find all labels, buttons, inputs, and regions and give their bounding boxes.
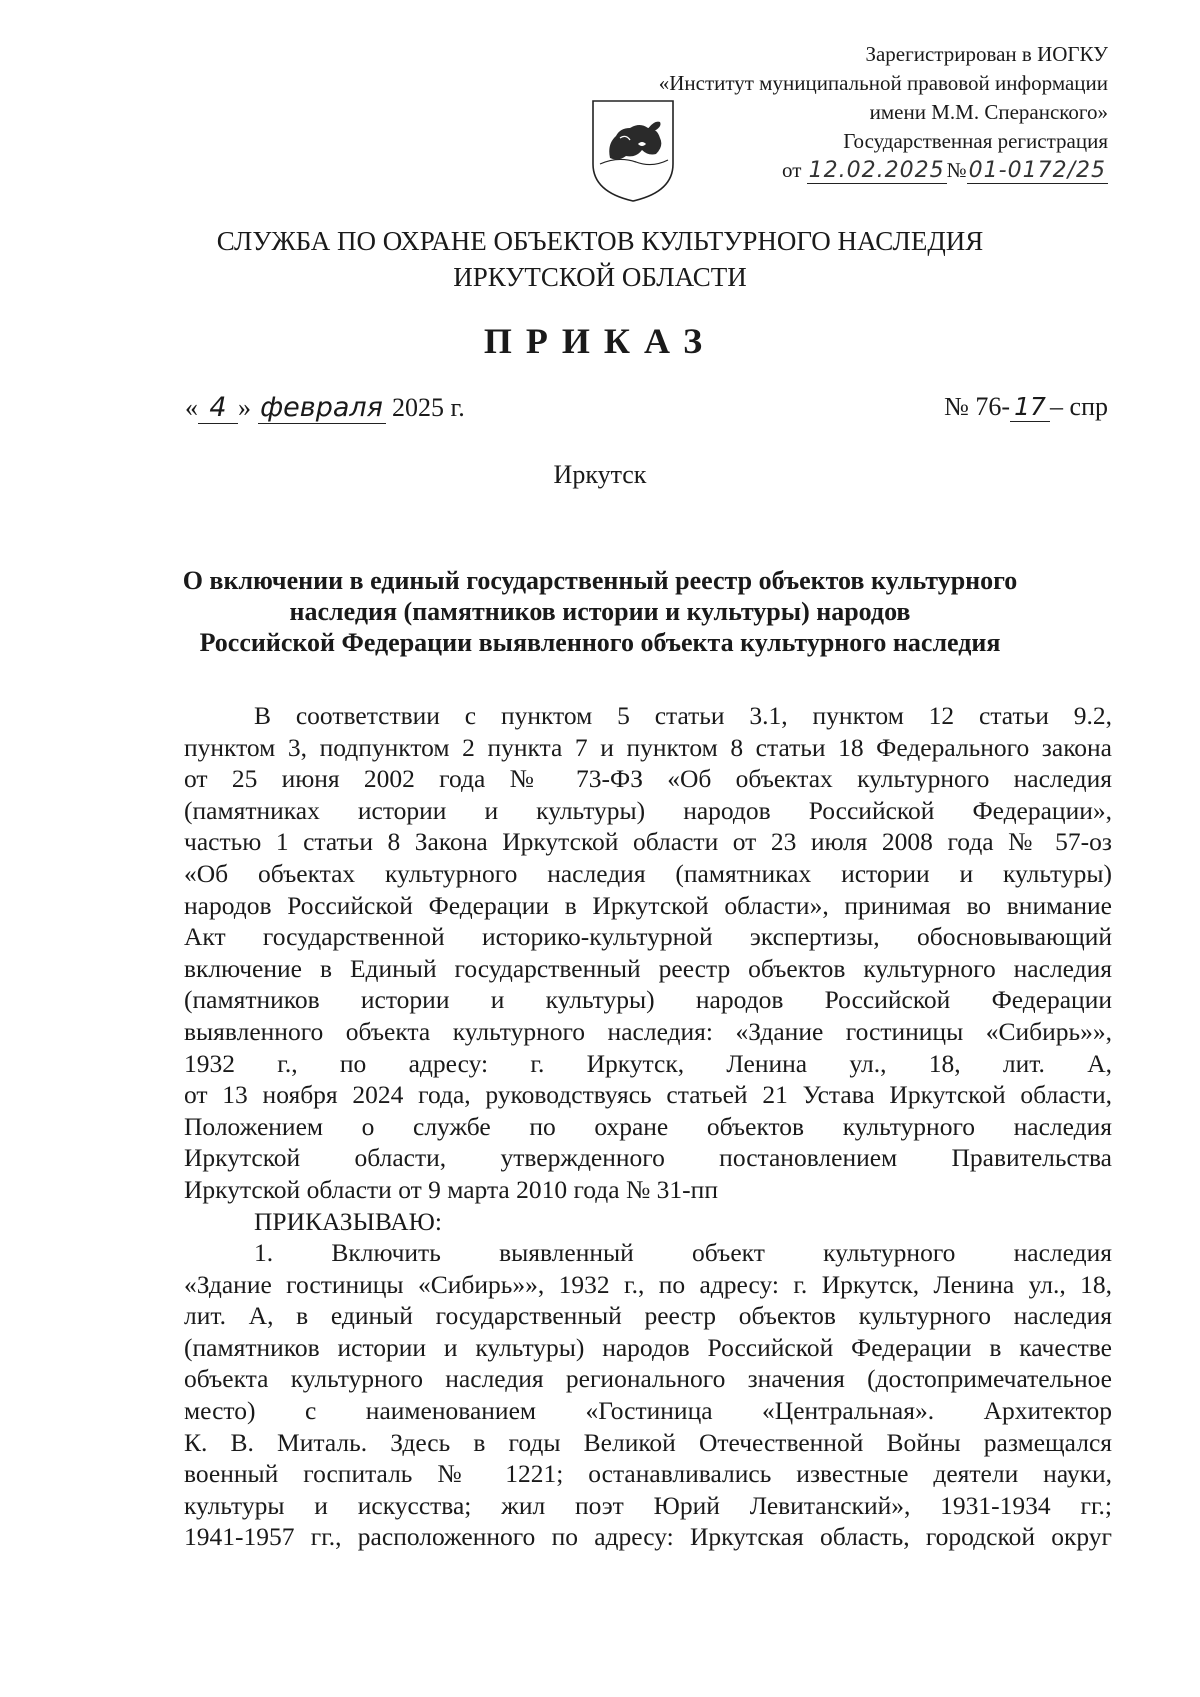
order-date [185,392,465,424]
body-line: Положением о службе по охране объектов культурного наследия [184,1111,1112,1141]
irkutsk-coat-of-arms-icon [590,98,676,204]
subject-line: О включении в единый государственный реестр объектов культурного [182,566,1018,595]
date-day: 4 [198,392,238,424]
registration-line-1: Зарегистрирован в ИОГКУ [865,42,1108,66]
order-number-prefix: № 76- [944,392,1011,421]
body-line: культуры и искусства; жил поэт Юрий Левитанский», 1931-1934 гг.; [184,1490,1112,1520]
organization-line-1: СЛУЖБА ПО ОХРАНЕ ОБЪЕКТОВ КУЛЬТУРНОГО НАСЛЕДИЯ [216,226,984,256]
registration-line-4: Государственная регистрация [843,129,1108,153]
date-year: 2025 г. [392,393,465,422]
date-open-quote: « [185,393,198,422]
body-line: (памятниках истории и культуры) народов Российской Федерации», [184,795,1112,825]
registration-line-2: «Институт муниципальной правовой информации [658,71,1108,95]
body-line: «Об объектах культурного наследия (памятниках истории и культуры) [184,858,1112,888]
body-line: (памятников истории и культуры) народов Российской Федерации [184,985,1112,1015]
registration-number: 01-0172/25 [968,158,1106,183]
organization-line-2: ИРКУТСКОЙ ОБЛАСТИ [453,262,747,292]
registration-date: 12.02.2025 [808,158,945,183]
order-body [184,700,1112,1553]
registration-prefix: от [782,158,802,182]
body-line: объекта культурного наследия регионального значения (достопримечательное [184,1364,1112,1394]
body-line: народов Российской Федерации в Иркутской области», принимая во внимание [184,890,1112,920]
body-line: 1. Включить выявленный объект культурного наследия [254,1238,1112,1268]
order-directive: ПРИКАЗЫВАЮ: [254,1206,442,1236]
body-line: Акт государственной историко-культурной экспертизы, обосновывающий [184,922,1112,952]
body-line: Иркутской области от 9 марта 2010 года № 31-пп [184,1174,718,1204]
body-line: военный госпиталь № 1221; останавливались известные деятели науки, [184,1459,1112,1489]
order-subject [150,565,1050,658]
body-line: В соответствии с пунктом 5 статьи 3.1, пунктом 12 статьи 9.2, [254,701,1112,730]
body-line: место) с наименованием «Гостиница «Центральная». Архитектор [184,1396,1112,1426]
body-line: пунктом 3, подпунктом 2 пункта 7 и пунктом 8 статьи 18 Федерального закона [184,732,1112,762]
body-line: (памятников истории и культуры) народов Российской Федерации в качестве [184,1332,1112,1362]
subject-line: Российской Федерации выявленного объекта культурного наследия [199,628,1001,657]
body-line: 1932 г., по адресу: г. Иркутск, Ленина ул., 18, лит. А, [184,1048,1112,1078]
document-title: ПРИКАЗ [483,321,717,361]
body-line: К. В. Миталь. Здесь в годы Великой Отечественной Войны размещался [184,1427,1112,1457]
body-line: от 13 ноября 2024 года, руководствуясь статьей 21 Устава Иркутской области, [184,1080,1112,1110]
registration-number-label: № [946,158,967,182]
body-line: лит. А, в единый государственный реестр объектов культурного наследия [184,1301,1112,1331]
body-line: от 25 июня 2002 года № 73-ФЗ «Об объектах культурного наследия [184,764,1112,794]
city: Иркутск [553,460,647,489]
body-line: 1941-1957 гг., расположенного по адресу: Иркутская область, городской округ [184,1522,1112,1552]
subject-line: наследия (памятников истории и культуры) народов [289,597,911,626]
body-line: включение в Единый государственный реестр объектов культурного наследия [184,953,1112,983]
body-line: выявленного объекта культурного наследия: «Здание гостиницы «Сибирь»», [184,1016,1112,1046]
order-number-suffix: – спр [1050,392,1108,421]
registration-line-3: имени М.М. Сперанского» [869,100,1108,124]
body-line: «Здание гостиницы «Сибирь»», 1932 г., по адресу: г. Иркутск, Ленина ул., 18, [184,1269,1112,1299]
date-close-quote: » [238,393,251,422]
body-line: частью 1 статьи 8 Закона Иркутской области от 23 июля 2008 года № 57-оз [184,827,1112,857]
order-number [944,392,1108,422]
body-line: Иркутской области, утвержденного постановлением Правительства [184,1143,1112,1173]
date-month: февраля [258,392,386,424]
order-number-hand: 17 [1010,392,1050,422]
